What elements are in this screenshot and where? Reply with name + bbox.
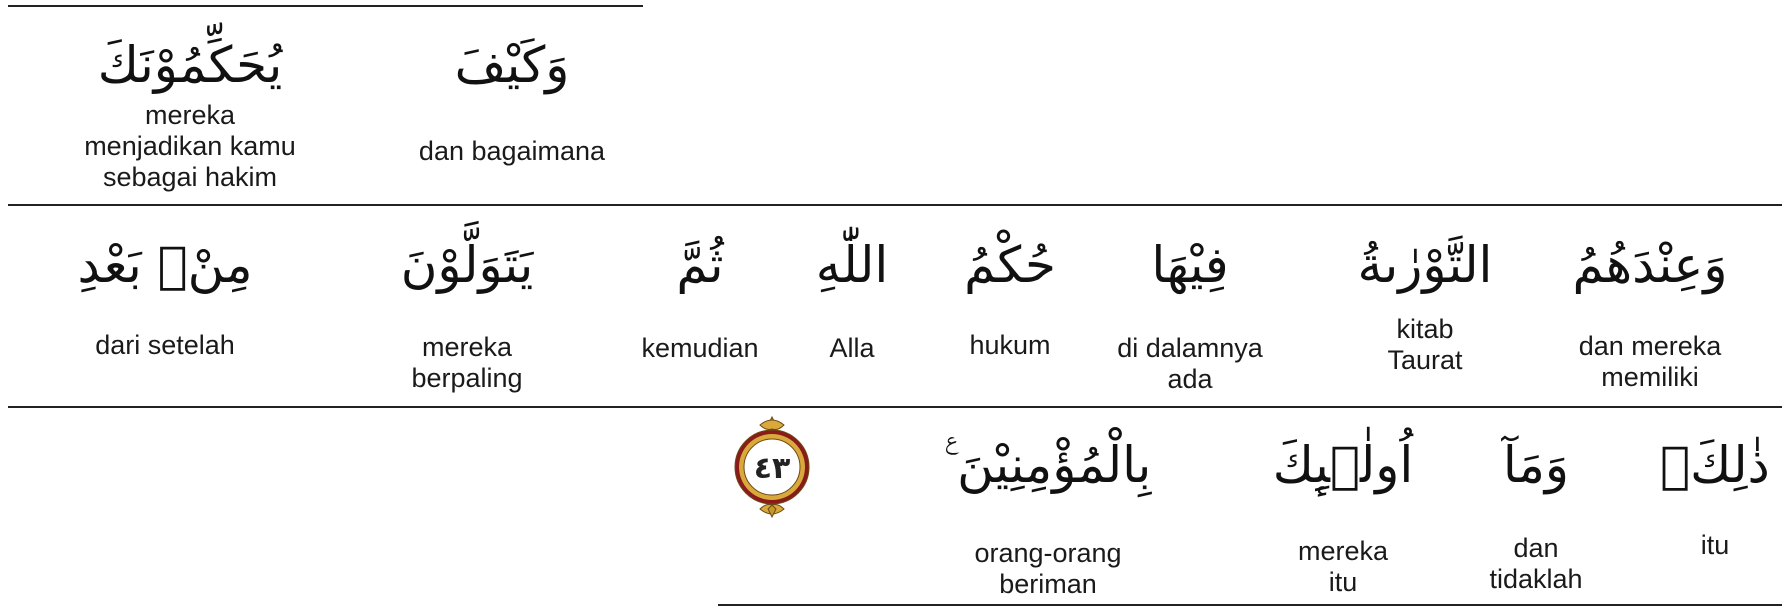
translation: mereka berpaling	[411, 332, 523, 393]
translation: hukum	[969, 330, 1051, 360]
arabic-word: وَكَيْفَ	[454, 36, 570, 94]
translation: orang-orang beriman	[974, 538, 1122, 599]
arabic-word: التَّوْرٰىةُ	[1357, 236, 1493, 294]
translation: di dalamnya ada	[1117, 333, 1263, 394]
translation: itu	[1700, 530, 1730, 560]
arabic-word: بِالْمُؤْمِنِيْنَ ࣖ	[944, 436, 1152, 494]
arabic-word: وَعِنْدَهُمُ	[1572, 236, 1728, 294]
arabic-word: مِنْۢ بَعْدِ	[77, 236, 253, 294]
arabic-word: اُولٰۤىِٕكَ	[1272, 436, 1414, 494]
bottom-rule	[718, 604, 1782, 606]
translation: kemudian	[641, 333, 759, 363]
arabic-word: يَتَوَلَّوْنَ	[400, 236, 534, 294]
arabic-word: ثُمَّ	[676, 236, 724, 294]
translation: dan mereka memiliki	[1578, 331, 1722, 392]
row-divider-2	[8, 406, 1782, 408]
row-divider-1	[8, 204, 1782, 206]
arabic-word: فِيْهَا	[1151, 236, 1229, 294]
top-rule	[8, 5, 643, 7]
arabic-word: يُحَكِّمُوْنَكَ	[97, 36, 283, 94]
ayah-number: ٤٣	[753, 451, 791, 486]
translation: mereka menjadikan kamu sebagai hakim	[84, 100, 296, 192]
translation: mereka itu	[1297, 536, 1389, 597]
ayah-number-medallion	[730, 415, 814, 519]
translation: Alla	[829, 333, 875, 363]
translation: dan tidaklah	[1489, 533, 1583, 594]
translation: dari setelah	[95, 330, 235, 360]
arabic-word: حُكْمُ	[964, 236, 1056, 294]
arabic-word: ذٰلِكَۗ	[1660, 436, 1770, 494]
arabic-word: وَمَآ	[1502, 436, 1570, 494]
translation: dan bagaimana	[418, 136, 606, 166]
translation: kitab Taurat	[1387, 314, 1463, 375]
arabic-word: اللّٰهِ	[815, 236, 889, 294]
